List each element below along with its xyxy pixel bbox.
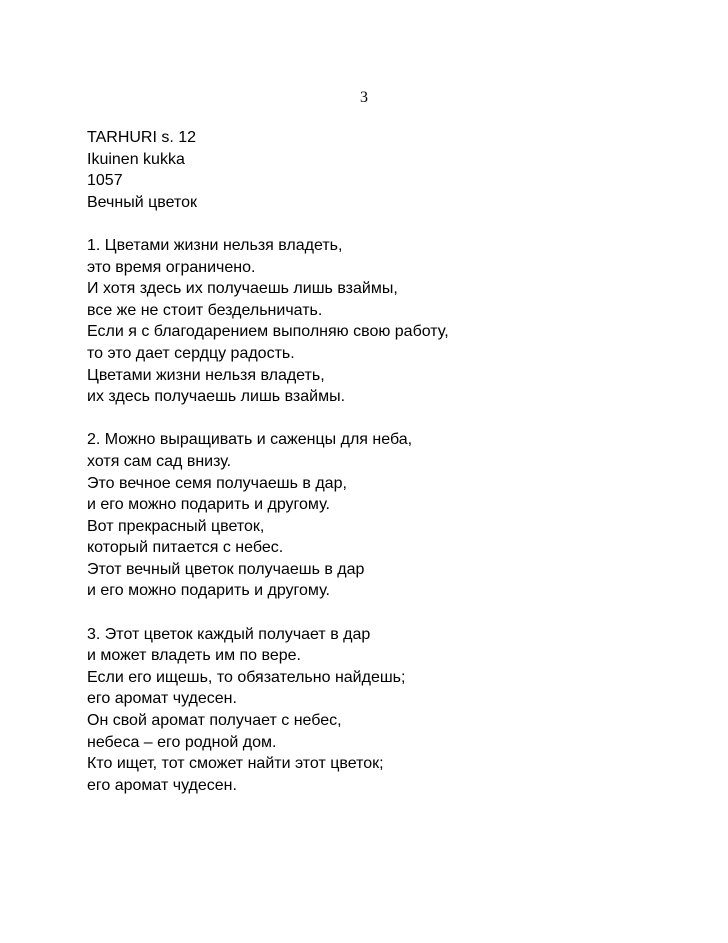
stanza-2 [87,429,449,602]
verse-line: Это вечное семя получаешь в дар, [87,474,347,492]
verse-line: 1. Цветами жизни нельзя владеть, [87,236,343,254]
verse-line: то это дает сердцу радость. [87,344,295,362]
source-reference: TARHURI s. 12 [87,129,197,146]
stanza-1 [87,235,449,408]
stanza-3 [87,624,449,797]
document-body [87,127,449,796]
song-header [87,127,449,213]
verse-line: Вот прекрасный цветок, [87,517,265,535]
song-number: 1057 [87,172,123,190]
page-number: 3 [360,89,368,106]
original-title: Ikuinen kukka [87,150,185,168]
verse-line: Цветами жизни нельзя владеть, [87,366,325,384]
translated-title: Вечный цветок [87,193,197,211]
verse-line: Если я с благодарением выполняю свою работу, [87,323,449,341]
verse-line: и может владеть им по вере. [87,647,301,665]
verse-line: 3. Этот цветок каждый получает в дар [87,625,371,643]
verse-line: Кто ищет, тот сможет найти этот цветок; [87,755,384,773]
verse-line: небеса – его родной дом. [87,733,277,751]
verse-line: хотя сам сад внизу. [87,452,232,470]
verse-line: все же не стоит бездельничать. [87,301,323,319]
verse-line: его аромат чудесен. [87,776,237,794]
verse-line: И хотя здесь их получаешь лишь взаймы, [87,280,398,298]
verse-line: и его можно подарить и другому. [87,582,330,600]
verse-line: который питается с небес. [87,539,284,557]
verse-line: Он свой аромат получает с небес, [87,712,342,730]
verse-line: 2. Можно выращивать и саженцы для неба, [87,431,413,449]
verse-line: их здесь получаешь лишь взаймы. [87,388,346,406]
verse-line: Этот вечный цветок получаешь в дар [87,560,365,578]
verse-line: Если его ищешь, то обязательно найдешь; [87,668,406,686]
verse-line: это время ограничено. [87,258,256,276]
verse-line: его аромат чудесен. [87,690,237,708]
verse-line: и его можно подарить и другому. [87,496,330,514]
